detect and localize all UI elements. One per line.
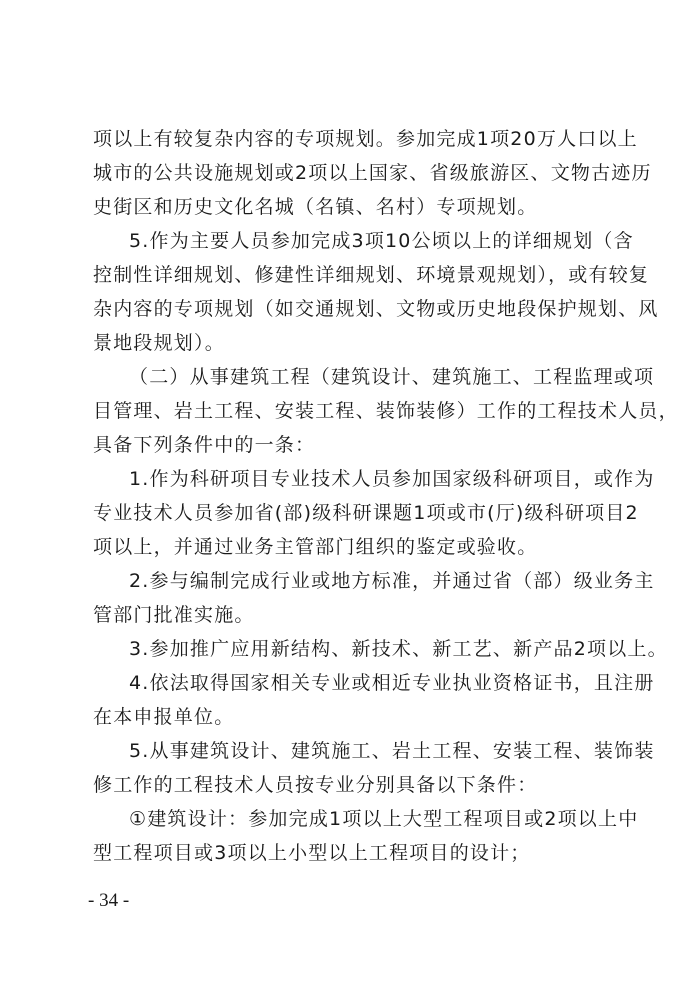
text-line: 城市的公共设施规划或2项以上国家、省级旅游区、文物古迹历	[93, 162, 652, 184]
paragraph-start: 3.参加推广应用新结构、新技术、新工艺、新产品2项以上。	[129, 638, 668, 660]
text-line: 景地段规划）。	[93, 332, 225, 354]
text-line: 项以上，并通过业务主管部门组织的鉴定或验收。	[93, 536, 538, 558]
text-line: 目管理、岩土工程、安装工程、装饰装修）工作的工程技术人员，	[93, 400, 679, 422]
text-line: 型工程项目或3项以上小型以上工程项目的设计；	[93, 842, 531, 864]
paragraph-start: 2.参与编制完成行业或地方标准，并通过省（部）级业务主	[129, 570, 655, 592]
text-line: 项以上有较复杂内容的专项规划。参加完成1项20万人口以上	[93, 128, 638, 150]
text-line: 史街区和历史文化名城（名镇、名村）专项规划。	[93, 196, 538, 218]
text-line: 管部门批准实施。	[93, 604, 255, 626]
paragraph-start: ①建筑设计：参加完成1项以上大型工程项目或2项以上中	[129, 808, 639, 830]
text-line: 杂内容的专项规划（如交通规划、文物或历史地段保护规划、风	[93, 298, 659, 320]
paragraph-start: 5.从事建筑设计、建筑施工、岩土工程、安装工程、装饰装	[129, 740, 655, 762]
section-heading: （二）从事建筑工程（建筑设计、建筑施工、工程监理或项	[129, 366, 655, 388]
text-line: 修工作的工程技术人员按专业分别具备以下条件：	[93, 774, 538, 796]
paragraph-start: 1.作为科研项目专业技术人员参加国家级科研项目，或作为	[129, 468, 655, 490]
paragraph-start: 5.作为主要人员参加完成3项10公顷以上的详细规划（含	[129, 230, 634, 252]
text-line: 专业技术人员参加省(部)级科研课题1项或市(厅)级科研项目2	[93, 502, 639, 524]
text-line: 在本申报单位。	[93, 706, 235, 728]
text-line: 具备下列条件中的一条：	[93, 434, 316, 456]
body-text	[93, 122, 679, 870]
text-line: 控制性详细规划、修建性详细规划、环境景观规划），或有较复	[93, 264, 650, 286]
page-number: - 34 -	[88, 890, 130, 911]
paragraph-start: 4.依法取得国家相关专业或相近专业执业资格证书，且注册	[129, 672, 655, 694]
